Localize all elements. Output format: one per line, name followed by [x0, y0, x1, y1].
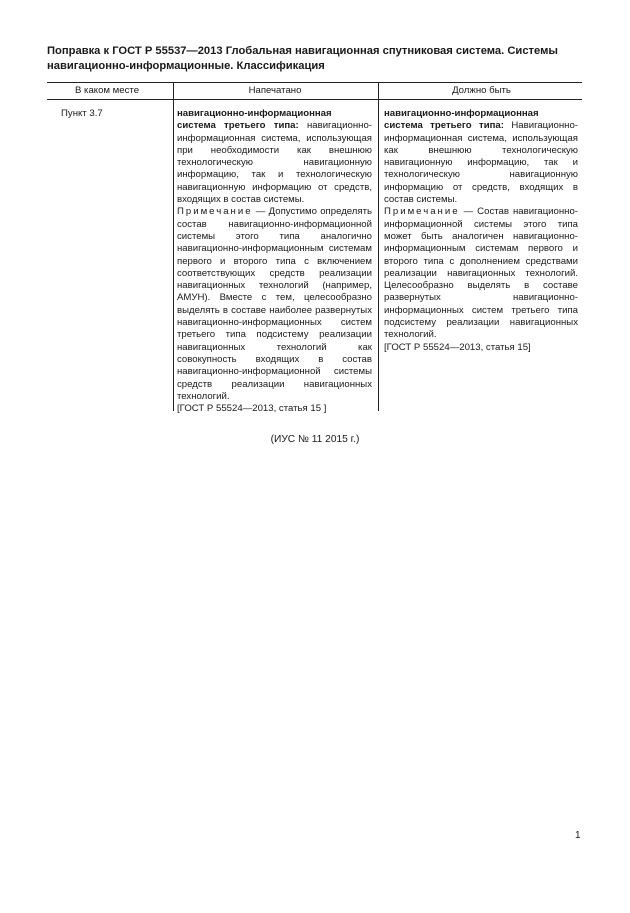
printed-note-label: Примечание	[177, 206, 253, 218]
printed-note-text: — Допустимо определять состав навигационно-информационной системы этого типа аналогично навигационно-информационным системам первого и второго типа с включением соответствующих средств реализации навигационных технологий (например, АМУН). Вместе с тем, целесообразно выделять в составе наиболее развернутых навигационно-информационных систем третьего типа подсистему реализации навигационных технологий как совокупность входящих в состав навигационно-информационной системы средств реализации навигационных технологий.	[177, 206, 372, 402]
printed-cell	[177, 108, 372, 415]
header-place: В каком месте	[74, 85, 140, 96]
ius-footnote: (ИУС № 11 2015 г.)	[270, 434, 360, 445]
row-place: Пункт 3.7	[61, 108, 103, 119]
should-be-term: навигационно-информационная система третьего типа:	[384, 108, 539, 132]
header-bottom-rule	[47, 99, 582, 100]
header-divider	[378, 82, 379, 99]
document-title: Поправка к ГОСТ Р 55537—2013 Глобальная навигационная спутниковая система. Системы навигационно-информационные. Классификация	[47, 45, 558, 72]
should-be-cell	[384, 108, 578, 354]
table-top-rule	[47, 82, 582, 83]
header-printed: Напечатано	[248, 85, 302, 96]
printed-reference: [ГОСТ Р 55524—2013, статья 15 ]	[177, 403, 327, 415]
should-be-reference: [ГОСТ Р 55524—2013, статья 15]	[384, 341, 531, 353]
printed-definition: навигационно-информационная система, использующая при необходимости как внешнюю технологическую навигационную информацию, так и технологическую навигационную информацию от средств, входящих в состав системы.	[177, 120, 372, 206]
column-divider	[378, 99, 379, 411]
should-be-definition: Навигационно-информационная система, использующая как внешнюю технологическую навигационную информацию, так и технологическую навигационную информацию от средств, входящих в состав системы.	[384, 120, 579, 206]
should-be-note-text: — Состав навигационно-информационной системы этого типа может быть аналогичен навигационно-информационным системам первого и второго типа с дополнением средствами реализации навигационных технологий. Целесообразно выделять в составе развернутых навигационно-информационных систем третьего типа подсистему реализации навигационных технологий.	[384, 206, 579, 341]
should-be-note-label: Примечание	[384, 206, 460, 218]
header-should-be: Должно быть	[452, 85, 511, 96]
header-divider	[173, 82, 174, 99]
column-divider	[173, 99, 174, 411]
page-number: 1	[575, 830, 581, 841]
printed-term: навигационно-информационная система третьего типа:	[177, 108, 332, 132]
